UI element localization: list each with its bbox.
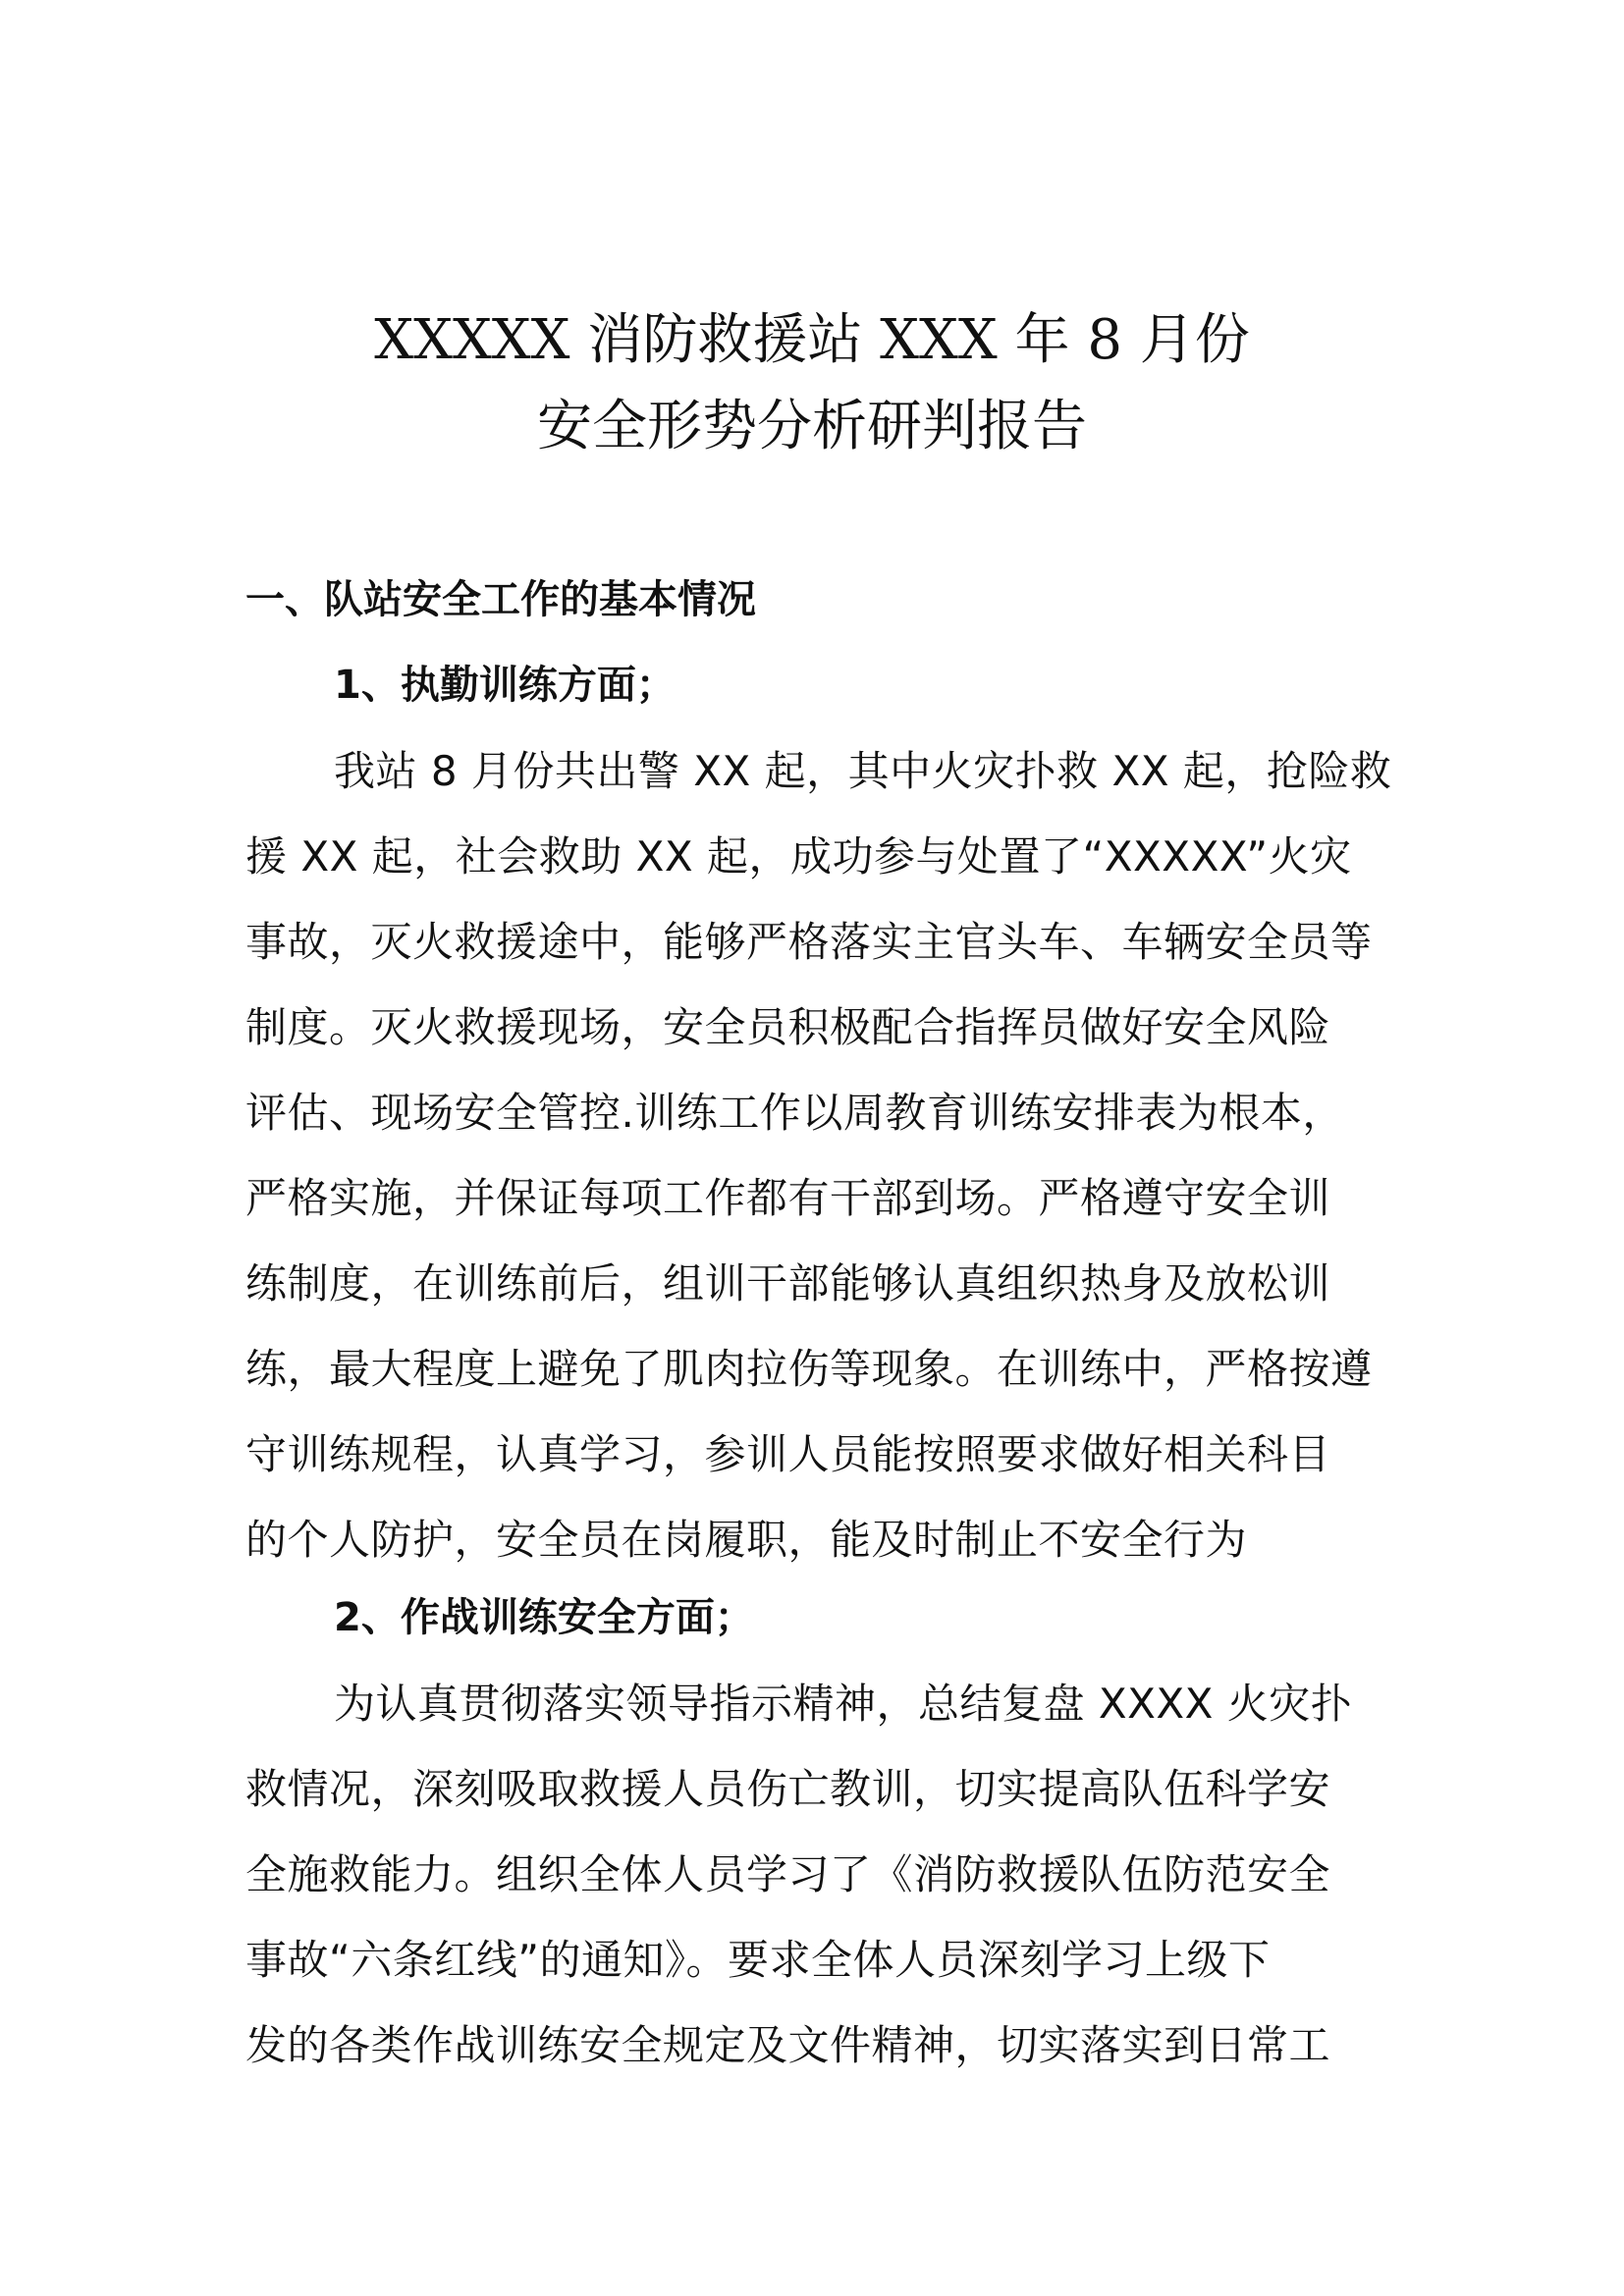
section-1-heading: 一、队站安全工作的基本情况 xyxy=(245,577,756,622)
paragraph-1-line: 的个人防护，安全员在岗履职，能及时制止不安全行为 xyxy=(245,1516,1248,1564)
paragraph-1-line: 我站 8 月份共出警 XX 起，其中火灾扑救 XX 起，抢险救 xyxy=(334,747,1392,795)
document-title-line-2: 安全形势分析研判报告 xyxy=(537,395,1087,458)
paragraph-2-line: 发的各类作战训练安全规定及文件精神，切实落实到日常工 xyxy=(245,2021,1331,2069)
paragraph-1-line: 守训练规程，认真学习，参训人员能按照要求做好相关科目 xyxy=(245,1430,1331,1478)
paragraph-1-line: 制度。灭火救援现场，安全员积极配合指挥员做好安全风险 xyxy=(245,1003,1331,1051)
paragraph-1-line: 援 XX 起，社会救助 XX 起，成功参与处置了“XXXXX”火灾 xyxy=(245,832,1352,881)
subsection-2-heading: 2、作战训练安全方面； xyxy=(334,1595,754,1640)
paragraph-2-line: 救情况，深刻吸取救援人员伤亡教训，切实提高队伍科学安 xyxy=(245,1765,1331,1813)
paragraph-1-line: 评估、现场安全管控.训练工作以周教育训练安排表为根本， xyxy=(245,1089,1344,1137)
document-title-line-1: XXXXX 消防救援站 XXX 年 8 月份 xyxy=(374,308,1250,372)
paragraph-2-line: 全施救能力。组织全体人员学习了《消防救援队伍防范安全 xyxy=(245,1850,1331,1898)
paragraph-1-line: 练，最大程度上避免了肌肉拉伤等现象。在训练中，严格按遵 xyxy=(245,1345,1373,1393)
paragraph-2-line: 为认真贯彻落实领导指示精神，总结复盘 XXXX 火灾扑 xyxy=(334,1680,1353,1728)
subsection-1-heading: 1、执勤训练方面； xyxy=(334,663,676,708)
paragraph-1-line: 严格实施，并保证每项工作都有干部到场。严格遵守安全训 xyxy=(245,1174,1331,1222)
paragraph-1-line: 练制度，在训练前后，组训干部能够认真组织热身及放松训 xyxy=(245,1259,1331,1308)
paragraph-2-line: 事故“六条红线”的通知》。要求全体人员深刻学习上级下 xyxy=(245,1936,1271,1984)
paragraph-1-line: 事故，灭火救援途中，能够严格落实主官头车、车辆安全员等 xyxy=(245,918,1373,966)
